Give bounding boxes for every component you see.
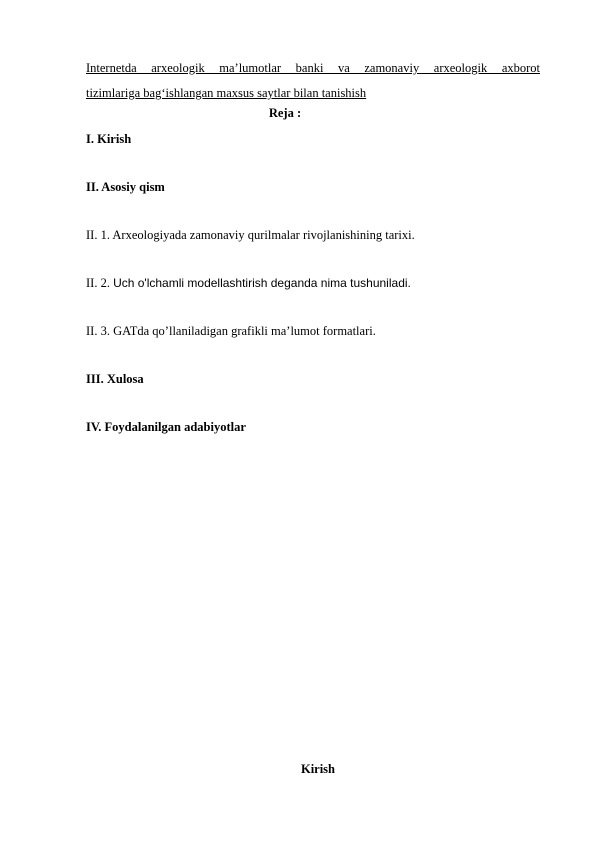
plan-item-main-part: II. Asosiy qism (86, 180, 165, 194)
plan-item-introduction: I. Kirish (86, 132, 132, 146)
plan-item-2-2-number: II. 2. (86, 276, 110, 290)
plan-item-2-2-text: Uch o'lchamli modellashtirish deganda nima tushuniladi. (113, 276, 411, 290)
title-line-2: tizimlariga bag‘ishlangan maxsus saytlar bilan tanishish (86, 86, 367, 100)
plan-heading: Reja : (268, 106, 302, 120)
document-title (86, 56, 540, 106)
plan-item-conclusion: III. Xulosa (86, 372, 144, 386)
plan-item-references: IV. Foydalanilgan adabiyotlar (86, 420, 246, 434)
title-line-1: Internetda arxeologik ma’lumotlar banki va zamonaviy arxeologik axborot (86, 61, 540, 75)
plan-item-2-3: II. 3. GATda qo’llaniladigan grafikli ma’lumot formatlari. (86, 324, 376, 338)
plan-item-2-1: II. 1. Arxeologiyada zamonaviy qurilmalar rivojlanishining tarixi. (86, 228, 415, 242)
plan-item-2-2 (86, 276, 411, 291)
section-heading-introduction: Kirish (300, 762, 336, 776)
